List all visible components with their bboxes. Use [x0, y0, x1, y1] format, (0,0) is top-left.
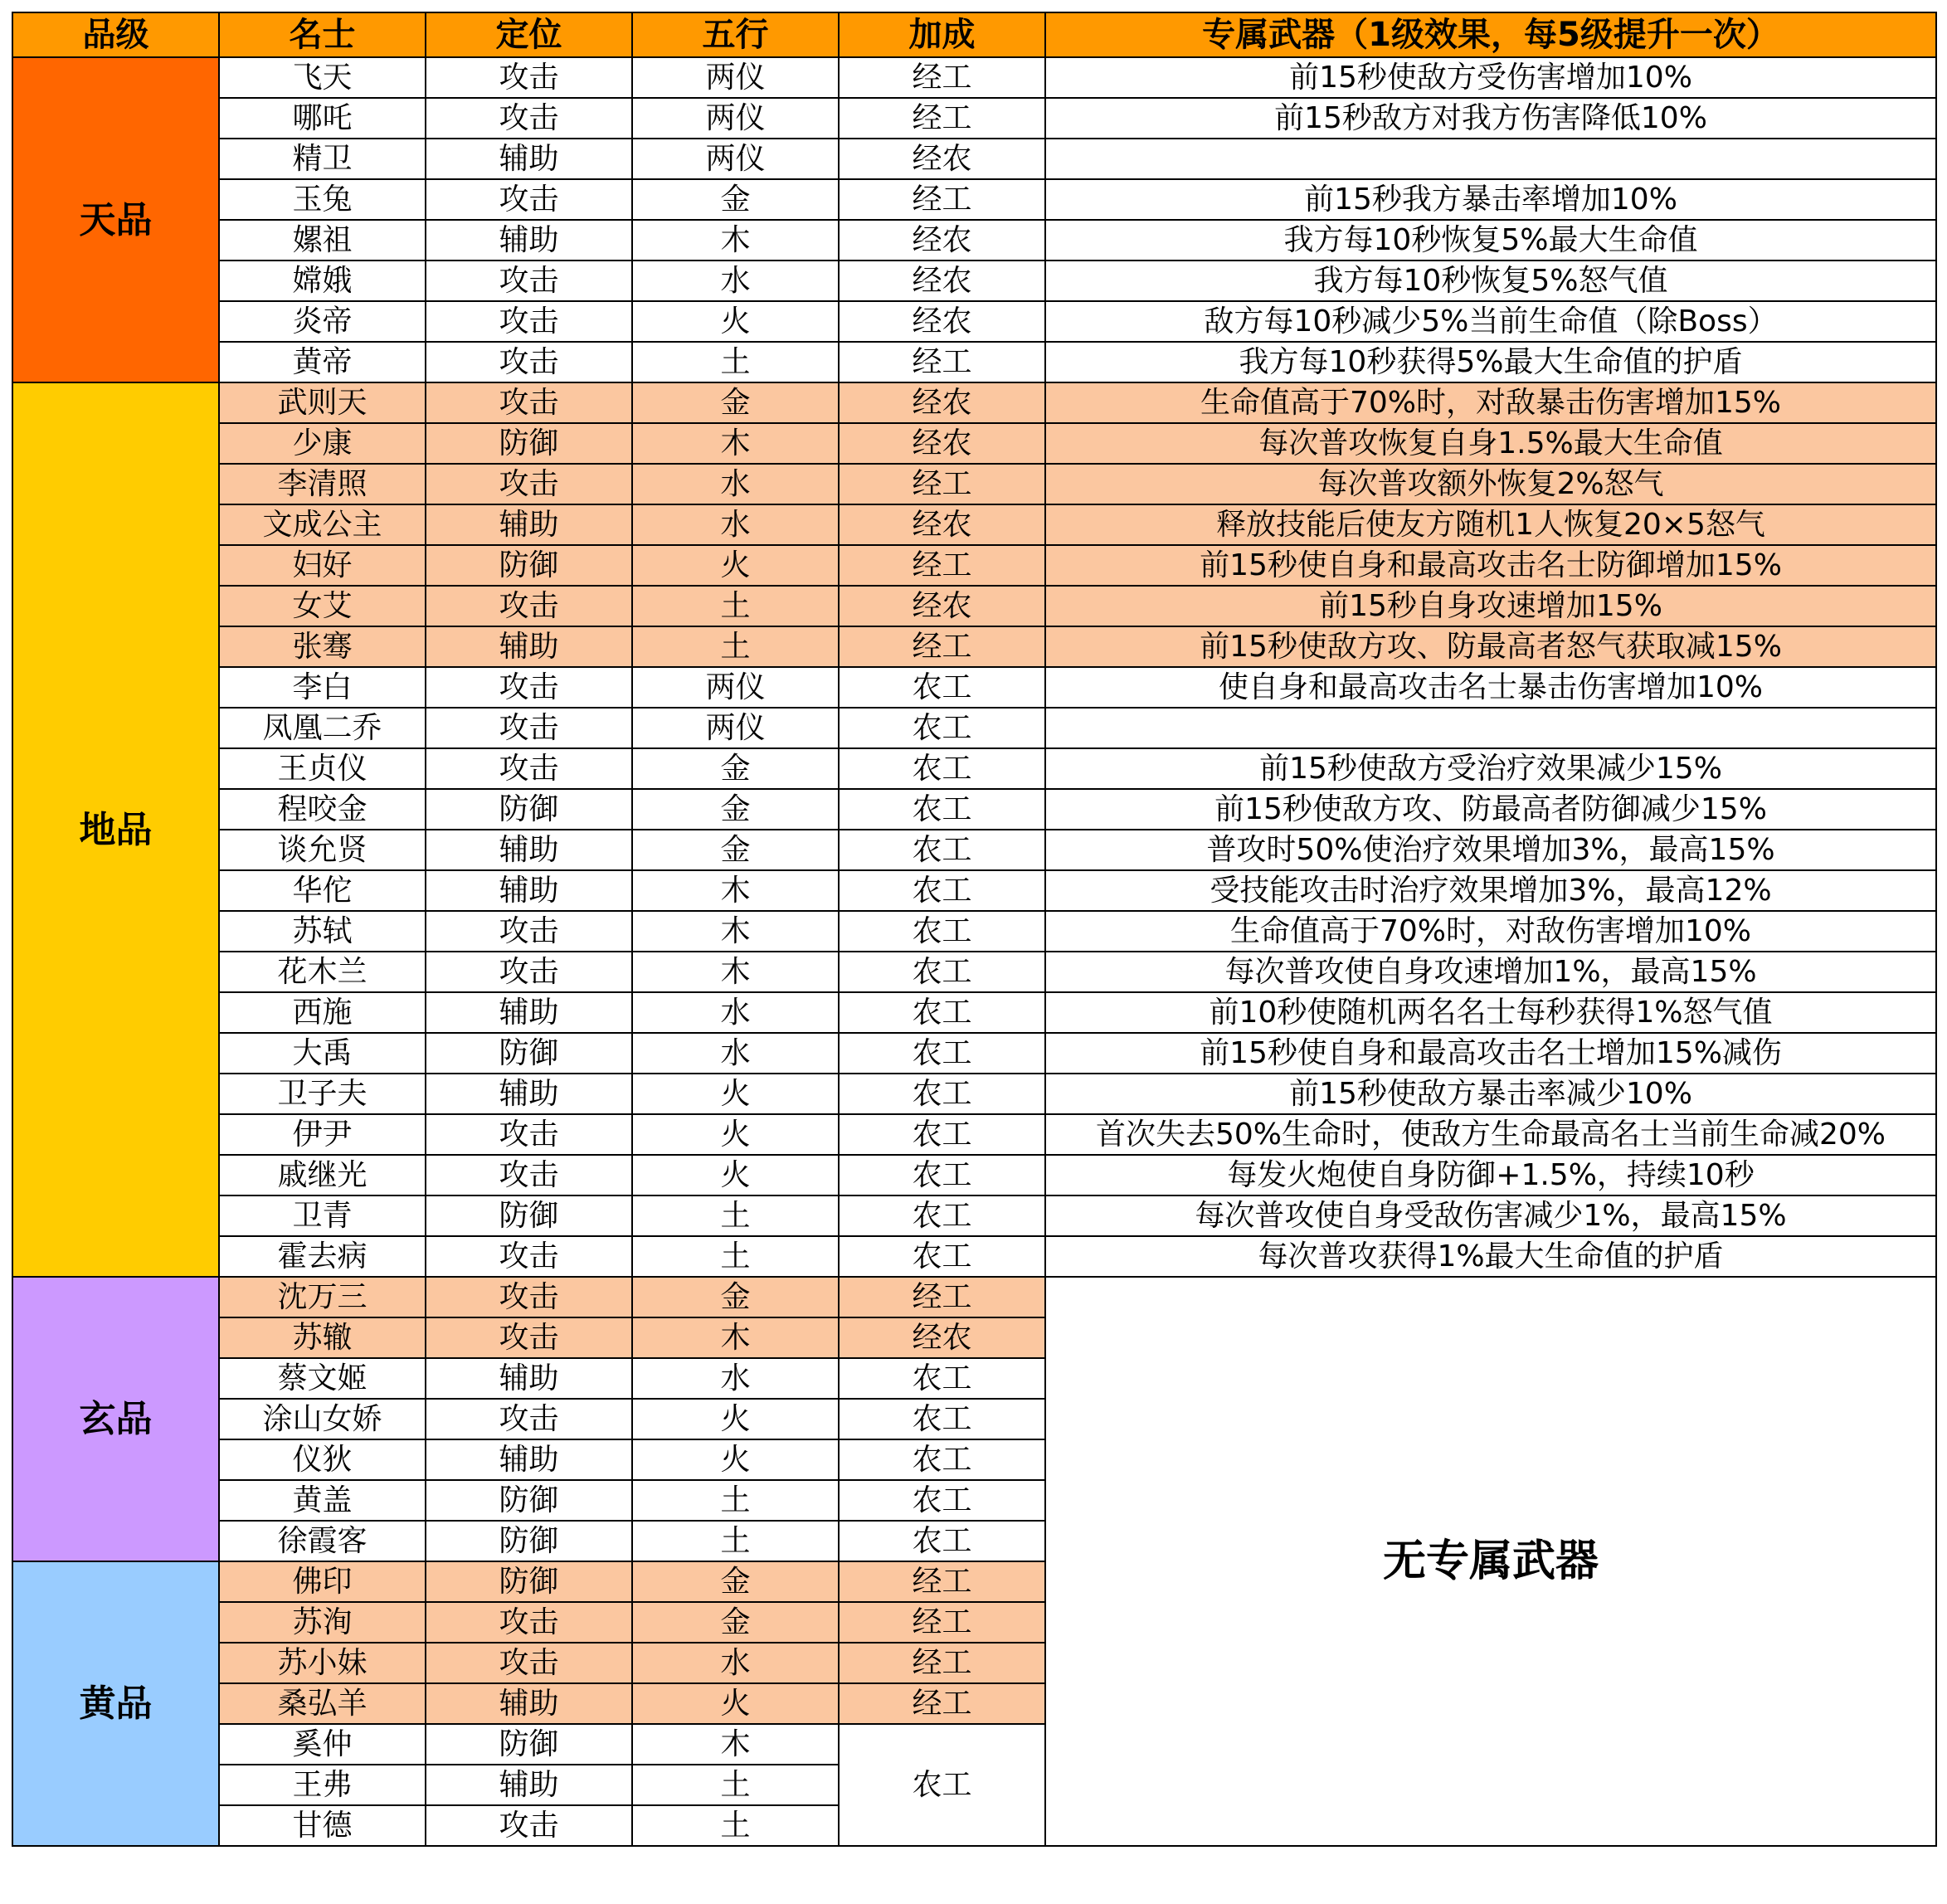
role-cell: 防御	[426, 1561, 632, 1602]
element-cell: 木	[632, 1724, 839, 1765]
element-cell: 土	[632, 626, 839, 667]
hero-name-cell: 凤凰二乔	[219, 708, 426, 748]
hero-name-cell: 大禹	[219, 1033, 426, 1074]
hero-table-container	[12, 12, 1937, 1847]
weapon-cell: 每次普攻获得1%最大生命值的护盾	[1045, 1236, 1936, 1277]
tier-cell: 黄品	[12, 1561, 219, 1846]
table-row	[12, 504, 1936, 545]
element-cell: 火	[632, 1114, 839, 1155]
weapon-cell: 前15秒使敌方攻、防最高者防御减少15%	[1045, 789, 1936, 830]
bonus-cell: 农工	[839, 1399, 1045, 1439]
weapon-cell: 受技能攻击时治疗效果增加3%，最高12%	[1045, 870, 1936, 911]
header-bonus: 加成	[839, 12, 1045, 57]
table-row	[12, 139, 1936, 179]
table-row	[12, 342, 1936, 382]
bonus-cell: 经农	[839, 139, 1045, 179]
role-cell: 攻击	[426, 952, 632, 992]
bonus-cell: 经工	[839, 98, 1045, 139]
weapon-cell: 每发火炮使自身防御+1.5%，持续10秒	[1045, 1155, 1936, 1195]
role-cell: 攻击	[426, 1236, 632, 1277]
hero-name-cell: 武则天	[219, 382, 426, 423]
bonus-cell: 经工	[839, 1683, 1045, 1724]
weapon-cell: 敌方每10秒减少5%当前生命值（除Boss）	[1045, 301, 1936, 342]
weapon-cell: 前15秒我方暴击率增加10%	[1045, 179, 1936, 220]
bonus-cell: 农工	[839, 1724, 1045, 1846]
bonus-cell: 经农	[839, 423, 1045, 464]
hero-name-cell: 仪狄	[219, 1439, 426, 1480]
element-cell: 土	[632, 1236, 839, 1277]
role-cell: 攻击	[426, 1602, 632, 1643]
bonus-cell: 农工	[839, 1480, 1045, 1521]
weapon-cell: 每次普攻恢复自身1.5%最大生命值	[1045, 423, 1936, 464]
table-row	[12, 952, 1936, 992]
element-cell: 土	[632, 342, 839, 382]
weapon-cell: 生命值高于70%时，对敌暴击伤害增加15%	[1045, 382, 1936, 423]
role-cell: 攻击	[426, 1114, 632, 1155]
table-row	[12, 708, 1936, 748]
element-cell: 两仪	[632, 98, 839, 139]
hero-name-cell: 奚仲	[219, 1724, 426, 1765]
hero-name-cell: 程咬金	[219, 789, 426, 830]
hero-name-cell: 女艾	[219, 586, 426, 626]
role-cell: 攻击	[426, 382, 632, 423]
hero-name-cell: 苏轼	[219, 911, 426, 952]
element-cell: 金	[632, 830, 839, 870]
role-cell: 防御	[426, 1724, 632, 1765]
table-row	[12, 586, 1936, 626]
bonus-cell: 经工	[839, 1602, 1045, 1643]
table-row	[12, 789, 1936, 830]
bonus-cell: 经工	[839, 1277, 1045, 1317]
bonus-cell: 农工	[839, 1155, 1045, 1195]
bonus-cell: 农工	[839, 708, 1045, 748]
element-cell: 火	[632, 1074, 839, 1114]
table-row	[12, 545, 1936, 586]
hero-name-cell: 苏洵	[219, 1602, 426, 1643]
element-cell: 木	[632, 911, 839, 952]
bonus-cell: 经农	[839, 504, 1045, 545]
bonus-cell: 农工	[839, 992, 1045, 1033]
hero-name-cell: 花木兰	[219, 952, 426, 992]
element-cell: 火	[632, 1399, 839, 1439]
element-cell: 火	[632, 545, 839, 586]
weapon-cell: 前15秒使自身和最高攻击名士增加15%减伤	[1045, 1033, 1936, 1074]
weapon-cell: 每次普攻使自身受敌伤害减少1%，最高15%	[1045, 1195, 1936, 1236]
bonus-cell: 农工	[839, 911, 1045, 952]
element-cell: 土	[632, 1480, 839, 1521]
bonus-cell: 农工	[839, 1358, 1045, 1399]
role-cell: 防御	[426, 1521, 632, 1561]
element-cell: 金	[632, 1561, 839, 1602]
bonus-cell: 经工	[839, 464, 1045, 504]
table-row	[12, 464, 1936, 504]
role-cell: 攻击	[426, 464, 632, 504]
hero-table-body	[12, 57, 1936, 1846]
hero-name-cell: 飞天	[219, 57, 426, 98]
table-row	[12, 1155, 1936, 1195]
table-row	[12, 57, 1936, 98]
role-cell: 攻击	[426, 586, 632, 626]
hero-name-cell: 王弗	[219, 1765, 426, 1805]
bonus-cell: 农工	[839, 1439, 1045, 1480]
element-cell: 土	[632, 1805, 839, 1846]
table-row	[12, 98, 1936, 139]
element-cell: 土	[632, 1521, 839, 1561]
bonus-cell: 农工	[839, 1521, 1045, 1561]
table-row	[12, 1074, 1936, 1114]
hero-name-cell: 张骞	[219, 626, 426, 667]
element-cell: 火	[632, 1439, 839, 1480]
role-cell: 攻击	[426, 1399, 632, 1439]
element-cell: 金	[632, 748, 839, 789]
bonus-cell: 农工	[839, 1114, 1045, 1155]
element-cell: 木	[632, 1317, 839, 1358]
hero-name-cell: 嫘祖	[219, 220, 426, 261]
role-cell: 辅助	[426, 1765, 632, 1805]
bonus-cell: 农工	[839, 952, 1045, 992]
table-row	[12, 626, 1936, 667]
weapon-cell: 我方每10秒获得5%最大生命值的护盾	[1045, 342, 1936, 382]
table-row	[12, 423, 1936, 464]
weapon-cell: 每次普攻额外恢复2%怒气	[1045, 464, 1936, 504]
element-cell: 土	[632, 586, 839, 626]
element-cell: 两仪	[632, 139, 839, 179]
bonus-cell: 农工	[839, 1195, 1045, 1236]
element-cell: 土	[632, 1765, 839, 1805]
table-row	[12, 667, 1936, 708]
role-cell: 攻击	[426, 261, 632, 301]
role-cell: 攻击	[426, 179, 632, 220]
table-row	[12, 830, 1936, 870]
role-cell: 攻击	[426, 1277, 632, 1317]
hero-name-cell: 桑弘羊	[219, 1683, 426, 1724]
role-cell: 辅助	[426, 1439, 632, 1480]
bonus-cell: 经工	[839, 1643, 1045, 1683]
role-cell: 攻击	[426, 1317, 632, 1358]
role-cell: 攻击	[426, 98, 632, 139]
table-row	[12, 220, 1936, 261]
header-element: 五行	[632, 12, 839, 57]
role-cell: 辅助	[426, 1074, 632, 1114]
bonus-cell: 经工	[839, 57, 1045, 98]
weapon-cell: 前15秒使自身和最高攻击名士防御增加15%	[1045, 545, 1936, 586]
role-cell: 攻击	[426, 748, 632, 789]
element-cell: 水	[632, 464, 839, 504]
role-cell: 辅助	[426, 220, 632, 261]
table-row	[12, 992, 1936, 1033]
tier-cell: 地品	[12, 382, 219, 1277]
hero-name-cell: 涂山女娇	[219, 1399, 426, 1439]
hero-name-cell: 戚继光	[219, 1155, 426, 1195]
table-row	[12, 382, 1936, 423]
hero-name-cell: 甘德	[219, 1805, 426, 1846]
role-cell: 攻击	[426, 708, 632, 748]
hero-name-cell: 西施	[219, 992, 426, 1033]
hero-name-cell: 苏辙	[219, 1317, 426, 1358]
table-row	[12, 870, 1936, 911]
hero-name-cell: 李白	[219, 667, 426, 708]
role-cell: 防御	[426, 1033, 632, 1074]
weapon-cell: 每次普攻使自身攻速增加1%，最高15%	[1045, 952, 1936, 992]
role-cell: 攻击	[426, 1643, 632, 1683]
table-row	[12, 1195, 1936, 1236]
hero-name-cell: 精卫	[219, 139, 426, 179]
bonus-cell: 经工	[839, 626, 1045, 667]
bonus-cell: 农工	[839, 748, 1045, 789]
role-cell: 防御	[426, 789, 632, 830]
hero-name-cell: 谈允贤	[219, 830, 426, 870]
header-tier: 品级	[12, 12, 219, 57]
element-cell: 金	[632, 789, 839, 830]
hero-name-cell: 炎帝	[219, 301, 426, 342]
element-cell: 火	[632, 1683, 839, 1724]
element-cell: 水	[632, 992, 839, 1033]
bonus-cell: 经农	[839, 382, 1045, 423]
header-row	[12, 12, 1936, 57]
hero-name-cell: 佛印	[219, 1561, 426, 1602]
table-row	[12, 1033, 1936, 1074]
bonus-cell: 经工	[839, 1561, 1045, 1602]
table-row	[12, 1277, 1936, 1317]
weapon-cell: 我方每10秒恢复5%怒气值	[1045, 261, 1936, 301]
weapon-cell: 前15秒使敌方受治疗效果减少15%	[1045, 748, 1936, 789]
bonus-cell: 经农	[839, 301, 1045, 342]
bonus-cell: 农工	[839, 789, 1045, 830]
element-cell: 火	[632, 1155, 839, 1195]
weapon-cell: 首次失去50%生命时，使敌方生命最高名士当前生命减20%	[1045, 1114, 1936, 1155]
bonus-cell: 经农	[839, 1317, 1045, 1358]
table-row	[12, 261, 1936, 301]
role-cell: 攻击	[426, 667, 632, 708]
role-cell: 攻击	[426, 911, 632, 952]
header-name: 名士	[219, 12, 426, 57]
hero-name-cell: 苏小妹	[219, 1643, 426, 1683]
role-cell: 防御	[426, 545, 632, 586]
role-cell: 攻击	[426, 301, 632, 342]
weapon-cell: 前15秒敌方对我方伤害降低10%	[1045, 98, 1936, 139]
hero-name-cell: 伊尹	[219, 1114, 426, 1155]
role-cell: 辅助	[426, 830, 632, 870]
weapon-cell: 前15秒使敌方攻、防最高者怒气获取减15%	[1045, 626, 1936, 667]
bonus-cell: 农工	[839, 1033, 1045, 1074]
header-weapon: 专属武器（1级效果，每5级提升一次）	[1045, 12, 1936, 57]
role-cell: 辅助	[426, 1683, 632, 1724]
hero-name-cell: 卫青	[219, 1195, 426, 1236]
tier-cell: 玄品	[12, 1277, 219, 1561]
role-cell: 攻击	[426, 342, 632, 382]
element-cell: 水	[632, 1033, 839, 1074]
bonus-cell: 农工	[839, 1236, 1045, 1277]
element-cell: 木	[632, 220, 839, 261]
weapon-cell: 前15秒使敌方受伤害增加10%	[1045, 57, 1936, 98]
role-cell: 防御	[426, 1480, 632, 1521]
bonus-cell: 农工	[839, 1074, 1045, 1114]
bonus-cell: 经农	[839, 586, 1045, 626]
role-cell: 辅助	[426, 1358, 632, 1399]
hero-name-cell: 玉兔	[219, 179, 426, 220]
role-cell: 辅助	[426, 870, 632, 911]
element-cell: 水	[632, 261, 839, 301]
role-cell: 防御	[426, 423, 632, 464]
hero-name-cell: 妇好	[219, 545, 426, 586]
element-cell: 木	[632, 423, 839, 464]
weapon-cell: 生命值高于70%时，对敌伤害增加10%	[1045, 911, 1936, 952]
element-cell: 水	[632, 1643, 839, 1683]
weapon-cell	[1045, 708, 1936, 748]
hero-name-cell: 哪吒	[219, 98, 426, 139]
hero-table	[12, 12, 1937, 1847]
bonus-cell: 经工	[839, 179, 1045, 220]
table-row	[12, 748, 1936, 789]
bonus-cell: 经农	[839, 220, 1045, 261]
element-cell: 两仪	[632, 57, 839, 98]
table-row	[12, 1114, 1936, 1155]
role-cell: 辅助	[426, 504, 632, 545]
hero-name-cell: 沈万三	[219, 1277, 426, 1317]
bonus-cell: 农工	[839, 667, 1045, 708]
hero-name-cell: 蔡文姬	[219, 1358, 426, 1399]
hero-name-cell: 黄帝	[219, 342, 426, 382]
hero-name-cell: 卫子夫	[219, 1074, 426, 1114]
role-cell: 攻击	[426, 57, 632, 98]
hero-name-cell: 李清照	[219, 464, 426, 504]
table-row	[12, 1236, 1936, 1277]
hero-name-cell: 华佗	[219, 870, 426, 911]
hero-name-cell: 黄盖	[219, 1480, 426, 1521]
hero-name-cell: 文成公主	[219, 504, 426, 545]
hero-name-cell: 嫦娥	[219, 261, 426, 301]
bonus-cell: 经工	[839, 342, 1045, 382]
bonus-cell: 农工	[839, 870, 1045, 911]
weapon-cell: 释放技能后使友方随机1人恢复20×5怒气	[1045, 504, 1936, 545]
bonus-cell: 经工	[839, 545, 1045, 586]
hero-name-cell: 徐霞客	[219, 1521, 426, 1561]
role-cell: 防御	[426, 1195, 632, 1236]
bonus-cell: 经农	[839, 261, 1045, 301]
table-row	[12, 911, 1936, 952]
element-cell: 金	[632, 1277, 839, 1317]
weapon-cell: 前10秒使随机两名名士每秒获得1%怒气值	[1045, 992, 1936, 1033]
bonus-cell: 农工	[839, 830, 1045, 870]
weapon-cell: 使自身和最高攻击名士暴击伤害增加10%	[1045, 667, 1936, 708]
role-cell: 辅助	[426, 139, 632, 179]
table-row	[12, 301, 1936, 342]
role-cell: 辅助	[426, 626, 632, 667]
tier-cell: 天品	[12, 57, 219, 382]
element-cell: 金	[632, 179, 839, 220]
weapon-cell: 前15秒使敌方暴击率减少10%	[1045, 1074, 1936, 1114]
element-cell: 水	[632, 504, 839, 545]
weapon-cell	[1045, 139, 1936, 179]
no-weapon-cell: 无专属武器	[1045, 1277, 1936, 1846]
element-cell: 木	[632, 952, 839, 992]
hero-name-cell: 少康	[219, 423, 426, 464]
role-cell: 攻击	[426, 1155, 632, 1195]
element-cell: 两仪	[632, 667, 839, 708]
element-cell: 金	[632, 382, 839, 423]
element-cell: 金	[632, 1602, 839, 1643]
weapon-cell: 前15秒自身攻速增加15%	[1045, 586, 1936, 626]
weapon-cell: 普攻时50%使治疗效果增加3%，最高15%	[1045, 830, 1936, 870]
element-cell: 木	[632, 870, 839, 911]
table-row	[12, 179, 1936, 220]
hero-name-cell: 王贞仪	[219, 748, 426, 789]
hero-name-cell: 霍去病	[219, 1236, 426, 1277]
element-cell: 火	[632, 301, 839, 342]
weapon-cell: 我方每10秒恢复5%最大生命值	[1045, 220, 1936, 261]
header-role: 定位	[426, 12, 632, 57]
element-cell: 土	[632, 1195, 839, 1236]
element-cell: 水	[632, 1358, 839, 1399]
element-cell: 两仪	[632, 708, 839, 748]
role-cell: 攻击	[426, 1805, 632, 1846]
role-cell: 辅助	[426, 992, 632, 1033]
